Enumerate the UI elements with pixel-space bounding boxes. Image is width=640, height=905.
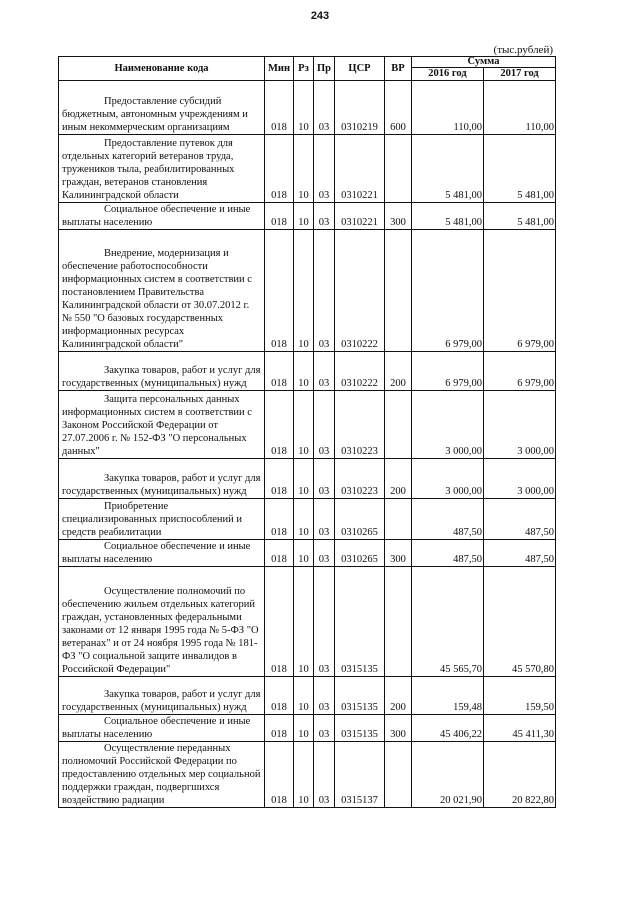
cell-sum-2016: 110,00 (412, 81, 484, 135)
cell-name (59, 135, 265, 203)
cell-sum-2016: 20 021,90 (412, 742, 484, 808)
header-csr: ЦСР (335, 57, 385, 81)
cell-csr: 0310222 (335, 230, 385, 352)
cell-rz: 10 (294, 203, 314, 230)
cell-sum-2016: 3 000,00 (412, 459, 484, 499)
cell-vr: 600 (385, 81, 412, 135)
cell-sum-2016: 5 481,00 (412, 135, 484, 203)
cell-csr: 0310219 (335, 81, 385, 135)
units-label: (тыс.рублей) (493, 44, 553, 56)
cell-name (59, 391, 265, 459)
cell-rz: 10 (294, 567, 314, 677)
header-year-2017: 2017 год (484, 68, 556, 81)
table-row (59, 352, 556, 391)
cell-min: 018 (265, 677, 294, 715)
cell-sum-2016: 487,50 (412, 540, 484, 567)
table-row (59, 742, 556, 808)
cell-pr: 03 (314, 81, 335, 135)
header-year-2016: 2016 год (412, 68, 484, 81)
table-row (59, 499, 556, 540)
cell-pr: 03 (314, 391, 335, 459)
cell-csr: 0310265 (335, 499, 385, 540)
cell-vr (385, 391, 412, 459)
cell-pr: 03 (314, 499, 335, 540)
cell-sum-2017: 110,00 (484, 81, 556, 135)
cell-pr: 03 (314, 459, 335, 499)
table-row (59, 715, 556, 742)
cell-pr: 03 (314, 567, 335, 677)
cell-name (59, 742, 265, 808)
table-row (59, 459, 556, 499)
cell-sum-2017: 487,50 (484, 499, 556, 540)
table-row (59, 391, 556, 459)
cell-pr: 03 (314, 203, 335, 230)
cell-sum-2017: 487,50 (484, 540, 556, 567)
cell-rz: 10 (294, 81, 314, 135)
header-sum: Сумма (412, 57, 556, 68)
cell-sum-2017: 45 411,30 (484, 715, 556, 742)
row-name-text: Закупка товаров, работ и услуг для государственных (муниципальных) нужд (62, 689, 261, 713)
cell-csr: 0315135 (335, 715, 385, 742)
cell-name (59, 81, 265, 135)
cell-csr: 0310221 (335, 203, 385, 230)
cell-vr (385, 742, 412, 808)
cell-sum-2017: 6 979,00 (484, 230, 556, 352)
row-name-text: Предоставление путевок для отдельных категорий ветеранов труда, тружеников тыла, реабилитированных граждан, ветеранов становления Калининградской области (62, 138, 235, 201)
table-row (59, 567, 556, 677)
cell-pr: 03 (314, 540, 335, 567)
cell-sum-2016: 45 406,22 (412, 715, 484, 742)
cell-min: 018 (265, 352, 294, 391)
cell-min: 018 (265, 499, 294, 540)
cell-csr: 0310265 (335, 540, 385, 567)
cell-sum-2016: 45 565,70 (412, 567, 484, 677)
cell-sum-2017: 159,50 (484, 677, 556, 715)
cell-csr: 0310222 (335, 352, 385, 391)
header-name: Наименование кода (59, 57, 265, 81)
cell-vr: 200 (385, 459, 412, 499)
row-name-text: Социальное обеспечение и иные выплаты населению (62, 541, 251, 565)
cell-vr (385, 230, 412, 352)
cell-name (59, 499, 265, 540)
cell-name (59, 230, 265, 352)
row-name-text: Внедрение, модернизация и обеспечение работоспособности информационных систем в соответствии с постановлением Правительства Калининградской области от 30.07.2012 г. № 550 "О базовых государственных информационных ресурсах Калининградской области" (62, 248, 252, 350)
row-name-text: Осуществление переданных полномочий Российской Федерации по предоставлению отдельных мер социальной поддержки граждан, подвергшихся воздействию радиации (62, 743, 261, 806)
cell-vr: 200 (385, 352, 412, 391)
cell-sum-2016: 5 481,00 (412, 203, 484, 230)
row-name-text: Закупка товаров, работ и услуг для государственных (муниципальных) нужд (62, 365, 261, 389)
row-name-text: Осуществление полномочий по обеспечению жильем отдельных категорий граждан, установленных федеральными законами от 12 января 1995 года № 5-ФЗ "О ветеранах" и от 24 ноября 1995 года № 181-ФЗ "О социальной защите инвалидов в Российской Федерации" (62, 586, 259, 675)
table-row (59, 540, 556, 567)
cell-min: 018 (265, 203, 294, 230)
cell-min: 018 (265, 81, 294, 135)
cell-sum-2017: 5 481,00 (484, 135, 556, 203)
cell-sum-2016: 487,50 (412, 499, 484, 540)
cell-name (59, 352, 265, 391)
cell-vr: 300 (385, 715, 412, 742)
cell-csr: 0310221 (335, 135, 385, 203)
row-name-text: Защита персональных данных информационных систем в соответствии с Законом Российской Федерации от 27.07.2006 г. № 152-ФЗ "О персональных данных" (62, 394, 252, 457)
cell-name (59, 203, 265, 230)
cell-rz: 10 (294, 499, 314, 540)
cell-sum-2017: 3 000,00 (484, 459, 556, 499)
table-row (59, 677, 556, 715)
cell-sum-2017: 20 822,80 (484, 742, 556, 808)
cell-pr: 03 (314, 677, 335, 715)
cell-min: 018 (265, 459, 294, 499)
row-name-text: Приобретение специализированных приспособлений и средств реабилитации (62, 501, 242, 538)
cell-min: 018 (265, 391, 294, 459)
table-row (59, 230, 556, 352)
cell-name (59, 459, 265, 499)
row-name-text: Социальное обеспечение и иные выплаты населению (62, 716, 251, 740)
table-body (59, 81, 556, 808)
cell-csr: 0315135 (335, 567, 385, 677)
row-name-text: Закупка товаров, работ и услуг для государственных (муниципальных) нужд (62, 473, 261, 497)
cell-vr (385, 135, 412, 203)
cell-sum-2016: 6 979,00 (412, 230, 484, 352)
cell-sum-2017: 45 570,80 (484, 567, 556, 677)
cell-min: 018 (265, 230, 294, 352)
cell-pr: 03 (314, 715, 335, 742)
cell-min: 018 (265, 715, 294, 742)
cell-min: 018 (265, 540, 294, 567)
header-min: Мин (265, 57, 294, 81)
cell-csr: 0315137 (335, 742, 385, 808)
cell-min: 018 (265, 135, 294, 203)
cell-rz: 10 (294, 352, 314, 391)
table-row (59, 203, 556, 230)
cell-sum-2016: 6 979,00 (412, 352, 484, 391)
cell-rz: 10 (294, 540, 314, 567)
cell-rz: 10 (294, 677, 314, 715)
cell-pr: 03 (314, 135, 335, 203)
cell-name (59, 567, 265, 677)
cell-rz: 10 (294, 715, 314, 742)
cell-rz: 10 (294, 742, 314, 808)
table-row (59, 135, 556, 203)
cell-vr: 300 (385, 540, 412, 567)
row-name-text: Предоставление субсидий бюджетным, автономным учреждениям и иным некоммерческим организациям (62, 96, 248, 133)
cell-vr: 300 (385, 203, 412, 230)
cell-vr (385, 567, 412, 677)
header-vr: ВР (385, 57, 412, 81)
cell-vr: 200 (385, 677, 412, 715)
page-number: 243 (310, 10, 330, 22)
cell-sum-2016: 159,48 (412, 677, 484, 715)
cell-pr: 03 (314, 742, 335, 808)
cell-sum-2017: 3 000,00 (484, 391, 556, 459)
table-row (59, 81, 556, 135)
cell-csr: 0310223 (335, 391, 385, 459)
budget-table (58, 56, 556, 808)
cell-csr: 0315135 (335, 677, 385, 715)
header-rz: Рз (294, 57, 314, 81)
cell-csr: 0310223 (335, 459, 385, 499)
cell-sum-2017: 5 481,00 (484, 203, 556, 230)
cell-pr: 03 (314, 230, 335, 352)
cell-rz: 10 (294, 230, 314, 352)
cell-rz: 10 (294, 459, 314, 499)
cell-name (59, 677, 265, 715)
cell-vr (385, 499, 412, 540)
header-pr: Пр (314, 57, 335, 81)
row-name-text: Социальное обеспечение и иные выплаты населению (62, 204, 251, 228)
cell-pr: 03 (314, 352, 335, 391)
cell-name (59, 715, 265, 742)
cell-name (59, 540, 265, 567)
cell-min: 018 (265, 742, 294, 808)
cell-rz: 10 (294, 391, 314, 459)
cell-sum-2016: 3 000,00 (412, 391, 484, 459)
cell-min: 018 (265, 567, 294, 677)
cell-rz: 10 (294, 135, 314, 203)
cell-sum-2017: 6 979,00 (484, 352, 556, 391)
